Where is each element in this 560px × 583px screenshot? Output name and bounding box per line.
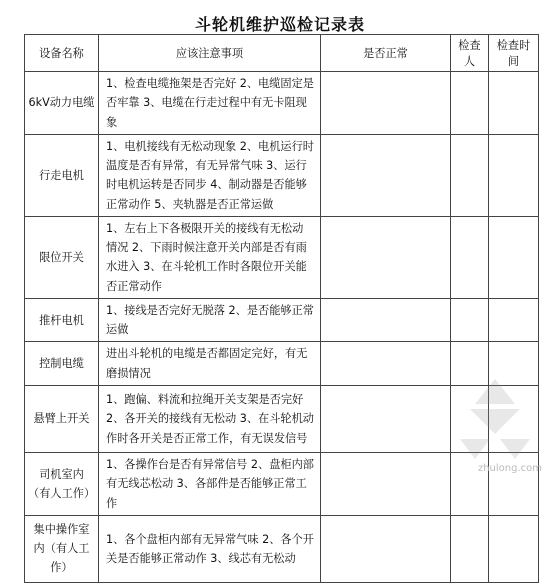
normal-cell[interactable] [321, 342, 451, 386]
equipment-name: 行走电机 [25, 134, 99, 216]
equipment-name: 6kV动力电缆 [25, 72, 99, 135]
inspection-notes: 1、左右上下各极限开关的接线有无松动情况 2、下雨时候注意开关内部是否有雨水进入 3、在斗轮机工作时各限位开关能否正常动作 [99, 216, 321, 298]
table-header-row [25, 35, 539, 72]
watermark-text: zhulong.com [477, 463, 542, 474]
inspection-notes: 1、检查电缆拖架是否完好 2、电缆固定是否牢靠 3、电缆在行走过程中有无卡阻现象 [99, 72, 321, 135]
inspector-cell[interactable] [451, 216, 489, 298]
header-equipment: 设备名称 [25, 35, 99, 72]
inspection-notes: 进出斗轮机的电缆是否都固定完好，有无磨损情况 [99, 342, 321, 386]
normal-cell[interactable] [321, 515, 451, 582]
equipment-name: 悬臂上开关 [25, 385, 99, 452]
inspection-notes: 1、电机接线有无松动现象 2、电机运行时温度是否有异常，有无异常气味 3、运行时电机运转是否同步 4、制动器是否能够正常动作 5、夹轨器是否正常运做 [99, 134, 321, 216]
page-title: 斗轮机维护巡检记录表 [194, 15, 365, 34]
inspector-cell[interactable] [451, 298, 489, 342]
watermark-logo-icon [440, 374, 550, 474]
time-cell[interactable] [489, 298, 539, 342]
equipment-name: 控制电缆 [25, 342, 99, 386]
time-cell[interactable] [489, 216, 539, 298]
inspection-table [24, 34, 539, 583]
normal-cell[interactable] [321, 385, 451, 452]
table-row [25, 72, 539, 135]
table-row [25, 298, 539, 342]
inspector-cell[interactable] [451, 134, 489, 216]
header-normal: 是否正常 [321, 35, 451, 72]
table-row [25, 134, 539, 216]
equipment-name: 集中操作室内（有人工作） [25, 515, 99, 582]
table-row [25, 515, 539, 582]
equipment-name: 推杆电机 [25, 298, 99, 342]
time-cell[interactable] [489, 515, 539, 582]
time-cell[interactable] [489, 134, 539, 216]
equipment-name: 限位开关 [25, 216, 99, 298]
inspection-notes: 1、接线是否完好无脱落 2、是否能够正常运做 [99, 298, 321, 342]
header-inspector: 检查人 [451, 35, 489, 72]
time-cell[interactable] [489, 72, 539, 135]
equipment-name: 司机室内（有人工作） [25, 452, 99, 515]
normal-cell[interactable] [321, 452, 451, 515]
inspection-notes: 1、跑偏、料流和拉绳开关支架是否完好 2、各开关的接线有无松动 3、在斗轮机动作时各开关是否正常工作，有无误发信号 [99, 385, 321, 452]
header-time: 检查时间 [489, 35, 539, 72]
inspector-cell[interactable] [451, 72, 489, 135]
normal-cell[interactable] [321, 72, 451, 135]
inspector-cell[interactable] [451, 515, 489, 582]
inspection-notes: 1、各操作台是否有异常信号 2、盘柜内部有无线芯松动 3、各部件是否能够正常工作 [99, 452, 321, 515]
normal-cell[interactable] [321, 298, 451, 342]
normal-cell[interactable] [321, 134, 451, 216]
header-notes: 应该注意事项 [99, 35, 321, 72]
normal-cell[interactable] [321, 216, 451, 298]
table-row [25, 216, 539, 298]
inspection-notes: 1、各个盘柜内部有无异常气味 2、各个开关是否能够正常动作 3、线芯有无松动 [99, 515, 321, 582]
